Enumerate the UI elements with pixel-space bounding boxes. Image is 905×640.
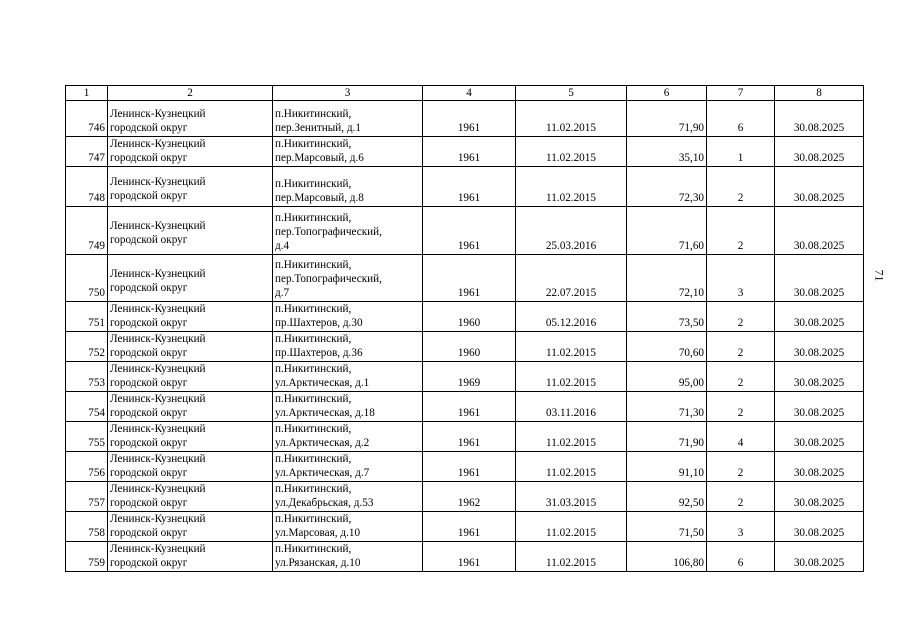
date-cell <box>516 512 627 542</box>
year-built: 1961 <box>457 192 481 204</box>
date-cell <box>516 362 627 392</box>
year-built: 1961 <box>457 240 481 252</box>
address-line: пр.Шахтеров, д.30 <box>275 317 363 329</box>
address-line: пер.Марсовый, д.6 <box>275 152 364 164</box>
date-cell <box>516 137 627 167</box>
year-cell <box>423 137 516 167</box>
area-cell <box>627 392 707 422</box>
address-line: п.Никитинский, <box>275 108 352 120</box>
table-row <box>66 101 864 137</box>
table-row <box>66 392 864 422</box>
address-line: п.Никитинский, <box>275 483 352 495</box>
residents-count: 6 <box>737 122 744 134</box>
table-row <box>66 207 864 255</box>
row-number: 747 <box>88 152 105 164</box>
resettlement-deadline: 30.08.2025 <box>793 317 845 329</box>
row-number-cell <box>66 207 108 255</box>
municipality-line: Ленинск-Кузнецкий <box>110 303 206 315</box>
row-number-cell <box>66 167 108 207</box>
recognition-date: 25.03.2016 <box>545 240 597 252</box>
residents-cell <box>707 452 775 482</box>
recognition-date: 11.02.2015 <box>546 122 596 134</box>
area-value: 71,90 <box>678 122 704 134</box>
year-built: 1961 <box>457 287 481 299</box>
deadline-cell <box>775 101 864 137</box>
deadline-cell <box>775 452 864 482</box>
date-cell <box>516 207 627 255</box>
table-row <box>66 167 864 207</box>
residents-count: 3 <box>737 527 744 539</box>
row-number-cell <box>66 392 108 422</box>
date-cell <box>516 482 627 512</box>
year-built: 1961 <box>457 407 481 419</box>
address-line: д.7 <box>275 287 290 299</box>
resettlement-deadline: 30.08.2025 <box>793 527 845 539</box>
table-row <box>66 332 864 362</box>
table-row <box>66 482 864 512</box>
address-line: ул.Арктическая, д.18 <box>275 407 375 419</box>
row-number: 746 <box>88 122 105 134</box>
municipality-cell <box>108 362 273 392</box>
area-value: 106,80 <box>673 557 704 569</box>
year-built: 1961 <box>457 122 481 134</box>
recognition-date: 11.02.2015 <box>546 527 596 539</box>
recognition-date: 22.07.2015 <box>545 287 597 299</box>
municipality-cell <box>108 542 273 572</box>
year-built: 1969 <box>457 377 481 389</box>
municipality-line: Ленинск-Кузнецкий <box>110 267 206 280</box>
column-header: 3 <box>273 86 423 101</box>
address-line: п.Никитинский, <box>275 303 352 315</box>
address-line: п.Никитинский, <box>275 363 352 375</box>
date-cell <box>516 332 627 362</box>
address-cell <box>273 332 423 362</box>
column-header: 8 <box>775 86 864 101</box>
residents-count: 2 <box>737 407 744 419</box>
municipality-line: Ленинск-Кузнецкий <box>110 423 206 435</box>
row-number: 756 <box>88 467 105 479</box>
address-cell <box>273 482 423 512</box>
year-built: 1961 <box>457 527 481 539</box>
table-row <box>66 255 864 302</box>
address-line: пер.Топографический, <box>275 273 382 285</box>
year-cell <box>423 482 516 512</box>
date-cell <box>516 255 627 302</box>
table-row <box>66 542 864 572</box>
address-line: ул.Рязанская, д.10 <box>275 557 361 569</box>
table-row <box>66 422 864 452</box>
row-number-cell <box>66 542 108 572</box>
municipality-cell <box>108 422 273 452</box>
address-line: ул.Декабрьская, д.53 <box>275 497 374 509</box>
address-cell <box>273 167 423 207</box>
area-value: 95,00 <box>678 377 704 389</box>
year-cell <box>423 362 516 392</box>
row-number-cell <box>66 452 108 482</box>
row-number: 758 <box>88 527 105 539</box>
residents-count: 3 <box>737 287 744 299</box>
page-number: 71 <box>872 269 887 282</box>
address-line: п.Никитинский, <box>275 138 352 150</box>
year-cell <box>423 512 516 542</box>
address-cell <box>273 302 423 332</box>
deadline-cell <box>775 302 864 332</box>
address-cell <box>273 422 423 452</box>
municipality-line: городской округ <box>110 317 188 329</box>
area-value: 71,60 <box>678 240 704 252</box>
column-header: 7 <box>707 86 775 101</box>
table-row <box>66 362 864 392</box>
municipality-cell <box>108 332 273 362</box>
row-number-cell <box>66 137 108 167</box>
recognition-date: 11.02.2015 <box>546 557 596 569</box>
municipality-line: Ленинск-Кузнецкий <box>110 483 206 495</box>
municipality-line: городской округ <box>110 122 188 134</box>
recognition-date: 11.02.2015 <box>546 437 596 449</box>
row-number-cell <box>66 302 108 332</box>
residents-cell <box>707 482 775 512</box>
area-value: 71,30 <box>678 407 704 419</box>
address-cell <box>273 392 423 422</box>
residents-cell <box>707 362 775 392</box>
municipality-line: Ленинск-Кузнецкий <box>110 453 206 465</box>
address-line: п.Никитинский, <box>275 333 352 345</box>
municipality-line: городской округ <box>110 407 188 419</box>
municipality-line: городской округ <box>110 437 188 449</box>
municipality-line: Ленинск-Кузнецкий <box>110 333 206 345</box>
resettlement-deadline: 30.08.2025 <box>793 152 845 164</box>
resettlement-deadline: 30.08.2025 <box>793 557 845 569</box>
row-number-cell <box>66 422 108 452</box>
address-line: ул.Арктическая, д.7 <box>275 467 370 479</box>
table-row <box>66 512 864 542</box>
municipality-cell <box>108 452 273 482</box>
address-cell <box>273 207 423 255</box>
address-line: ул.Марсовая, д.10 <box>275 527 361 539</box>
date-cell <box>516 452 627 482</box>
area-cell <box>627 137 707 167</box>
deadline-cell <box>775 207 864 255</box>
area-cell <box>627 452 707 482</box>
residents-count: 4 <box>737 437 744 449</box>
area-value: 35,10 <box>678 152 704 164</box>
deadline-cell <box>775 137 864 167</box>
date-cell <box>516 542 627 572</box>
area-value: 92,50 <box>678 497 704 509</box>
address-line: ул.Арктическая, д.1 <box>275 377 370 389</box>
column-header: 5 <box>516 86 627 101</box>
municipality-line: городской округ <box>110 557 188 569</box>
residents-count: 2 <box>737 317 744 329</box>
address-cell <box>273 512 423 542</box>
address-line: п.Никитинский, <box>275 423 352 435</box>
year-cell <box>423 332 516 362</box>
municipality-cell <box>108 255 273 302</box>
residents-count: 2 <box>737 497 744 509</box>
date-cell <box>516 392 627 422</box>
address-line: п.Никитинский, <box>275 212 352 224</box>
address-line: пер.Топографический, <box>275 226 382 238</box>
address-line: п.Никитинский, <box>275 513 352 525</box>
address-line: п.Никитинский, <box>275 259 352 271</box>
residents-cell <box>707 542 775 572</box>
address-line: п.Никитинский, <box>275 393 352 405</box>
resettlement-deadline: 30.08.2025 <box>793 377 845 389</box>
address-line: п.Никитинский, <box>275 543 352 555</box>
row-number: 754 <box>88 407 105 419</box>
area-value: 70,60 <box>678 347 704 359</box>
recognition-date: 11.02.2015 <box>546 377 596 389</box>
address-cell <box>273 101 423 137</box>
residents-cell <box>707 167 775 207</box>
deadline-cell <box>775 167 864 207</box>
year-cell <box>423 167 516 207</box>
table-body <box>66 101 864 572</box>
row-number-cell <box>66 512 108 542</box>
date-cell <box>516 167 627 207</box>
address-line: пер.Марсовый, д.8 <box>275 192 364 204</box>
area-value: 91,10 <box>678 467 704 479</box>
resettlement-deadline: 30.08.2025 <box>793 497 845 509</box>
recognition-date: 31.03.2015 <box>545 497 597 509</box>
row-number-cell <box>66 362 108 392</box>
year-built: 1961 <box>457 467 481 479</box>
municipality-cell <box>108 167 273 207</box>
area-value: 73,50 <box>678 317 704 329</box>
residents-cell <box>707 332 775 362</box>
residents-cell <box>707 137 775 167</box>
row-number: 752 <box>88 347 105 359</box>
area-cell <box>627 512 707 542</box>
year-cell <box>423 255 516 302</box>
area-value: 71,90 <box>678 437 704 449</box>
address-cell <box>273 137 423 167</box>
row-number: 755 <box>88 437 105 449</box>
year-built: 1962 <box>457 497 481 509</box>
municipality-line: Ленинск-Кузнецкий <box>110 108 206 120</box>
residents-cell <box>707 512 775 542</box>
column-header: 2 <box>108 86 273 101</box>
residents-count: 1 <box>737 152 744 164</box>
deadline-cell <box>775 362 864 392</box>
row-number-cell <box>66 101 108 137</box>
area-value: 71,50 <box>678 527 704 539</box>
year-cell <box>423 392 516 422</box>
address-line: п.Никитинский, <box>275 178 352 190</box>
address-cell <box>273 452 423 482</box>
resettlement-deadline: 30.08.2025 <box>793 192 845 204</box>
table-row <box>66 137 864 167</box>
resettlement-deadline: 30.08.2025 <box>793 240 845 252</box>
resettlement-deadline: 30.08.2025 <box>793 122 845 134</box>
year-built: 1961 <box>457 152 481 164</box>
municipality-cell <box>108 207 273 255</box>
address-cell <box>273 255 423 302</box>
recognition-date: 11.02.2015 <box>546 192 596 204</box>
table-row <box>66 302 864 332</box>
resettlement-deadline: 30.08.2025 <box>793 437 845 449</box>
municipality-line: городской округ <box>110 234 188 246</box>
municipality-line: Ленинск-Кузнецкий <box>110 220 206 232</box>
row-number-cell <box>66 332 108 362</box>
deadline-cell <box>775 482 864 512</box>
row-number: 757 <box>88 497 105 509</box>
municipality-line: городской округ <box>110 347 188 359</box>
municipality-cell <box>108 392 273 422</box>
municipality-cell <box>108 302 273 332</box>
residents-count: 2 <box>737 347 744 359</box>
row-number: 759 <box>88 557 105 569</box>
residents-count: 2 <box>737 377 744 389</box>
municipality-line: городской округ <box>110 190 188 202</box>
municipality-line: городской округ <box>110 497 188 509</box>
address-line: пр.Шахтеров, д.36 <box>275 347 363 359</box>
row-number-cell <box>66 255 108 302</box>
table-row <box>66 452 864 482</box>
municipality-cell <box>108 101 273 137</box>
year-cell <box>423 452 516 482</box>
year-built: 1960 <box>457 347 481 359</box>
municipality-line: городской округ <box>110 281 188 294</box>
area-cell <box>627 542 707 572</box>
address-line: д.4 <box>275 240 290 252</box>
residents-cell <box>707 207 775 255</box>
row-number-cell <box>66 482 108 512</box>
address-line: ул.Арктическая, д.2 <box>275 437 370 449</box>
column-header: 4 <box>423 86 516 101</box>
residents-cell <box>707 392 775 422</box>
address-cell <box>273 542 423 572</box>
resettlement-deadline: 30.08.2025 <box>793 287 845 299</box>
municipality-line: Ленинск-Кузнецкий <box>110 393 206 405</box>
deadline-cell <box>775 332 864 362</box>
deadline-cell <box>775 255 864 302</box>
municipality-line: Ленинск-Кузнецкий <box>110 176 206 188</box>
municipality-cell <box>108 512 273 542</box>
area-cell <box>627 255 707 302</box>
year-cell <box>423 207 516 255</box>
year-built: 1961 <box>457 557 481 569</box>
resettlement-deadline: 30.08.2025 <box>793 347 845 359</box>
date-cell <box>516 422 627 452</box>
resettlement-deadline: 30.08.2025 <box>793 407 845 419</box>
municipality-line: городской округ <box>110 152 188 164</box>
row-number: 748 <box>88 192 105 204</box>
date-cell <box>516 101 627 137</box>
deadline-cell <box>775 422 864 452</box>
housing-registry-table <box>65 85 864 572</box>
year-cell <box>423 542 516 572</box>
row-number: 753 <box>88 377 105 389</box>
deadline-cell <box>775 392 864 422</box>
area-cell <box>627 482 707 512</box>
recognition-date: 03.11.2016 <box>546 407 596 419</box>
residents-cell <box>707 302 775 332</box>
address-cell <box>273 362 423 392</box>
area-cell <box>627 362 707 392</box>
resettlement-deadline: 30.08.2025 <box>793 467 845 479</box>
municipality-cell <box>108 137 273 167</box>
year-cell <box>423 101 516 137</box>
year-cell <box>423 302 516 332</box>
municipality-line: городской округ <box>110 467 188 479</box>
recognition-date: 05.12.2016 <box>545 317 597 329</box>
area-cell <box>627 101 707 137</box>
area-value: 72,10 <box>678 287 704 299</box>
row-number: 749 <box>88 240 105 252</box>
row-number: 751 <box>88 317 105 329</box>
row-number: 750 <box>88 287 105 299</box>
residents-cell <box>707 255 775 302</box>
residents-count: 2 <box>737 240 744 252</box>
area-value: 72,30 <box>678 192 704 204</box>
municipality-cell <box>108 482 273 512</box>
column-header: 1 <box>66 86 108 101</box>
municipality-line: Ленинск-Кузнецкий <box>110 513 206 525</box>
area-cell <box>627 332 707 362</box>
deadline-cell <box>775 542 864 572</box>
municipality-line: городской округ <box>110 527 188 539</box>
municipality-line: Ленинск-Кузнецкий <box>110 363 206 375</box>
column-header: 6 <box>627 86 707 101</box>
residents-cell <box>707 422 775 452</box>
column-number-row <box>66 86 864 101</box>
area-cell <box>627 207 707 255</box>
deadline-cell <box>775 512 864 542</box>
date-cell <box>516 302 627 332</box>
residents-count: 2 <box>737 467 744 479</box>
year-built: 1961 <box>457 437 481 449</box>
year-cell <box>423 422 516 452</box>
recognition-date: 11.02.2015 <box>546 152 596 164</box>
area-cell <box>627 167 707 207</box>
area-cell <box>627 302 707 332</box>
area-cell <box>627 422 707 452</box>
recognition-date: 11.02.2015 <box>546 347 596 359</box>
address-line: п.Никитинский, <box>275 453 352 465</box>
residents-cell <box>707 101 775 137</box>
municipality-line: Ленинск-Кузнецкий <box>110 543 206 555</box>
residents-count: 6 <box>737 557 744 569</box>
municipality-line: Ленинск-Кузнецкий <box>110 138 206 150</box>
address-line: пер.Зенитный, д.1 <box>275 122 361 134</box>
year-built: 1960 <box>457 317 481 329</box>
municipality-line: городской округ <box>110 377 188 389</box>
recognition-date: 11.02.2015 <box>546 467 596 479</box>
residents-count: 2 <box>737 192 744 204</box>
